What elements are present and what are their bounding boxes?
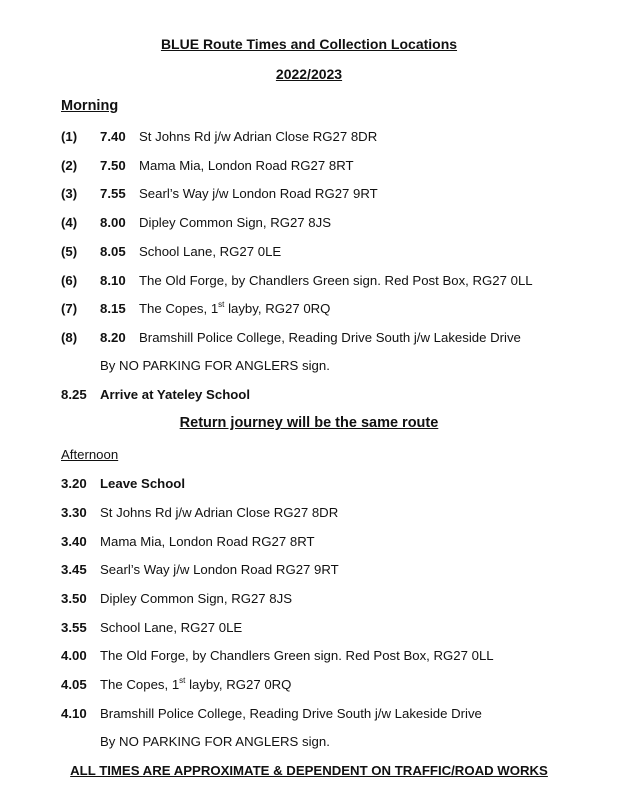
afternoon-heading: Afternoon [61, 447, 119, 462]
stop-location: Bramshill Police College, Reading Drive South j/w Lakeside Drive [100, 706, 482, 721]
stop-location: The Old Forge, by Chandlers Green sign. Red Post Box, RG27 0LL [139, 273, 533, 288]
stop-time: 7.40 [100, 129, 126, 144]
stop-location: Dipley Common Sign, RG27 8JS [139, 215, 332, 230]
stop-time: 8.15 [100, 301, 126, 316]
stop-number: (1) [61, 129, 78, 144]
leave-time: 3.20 [61, 476, 87, 491]
stop-location: The Copes, 1st layby, RG27 0RQ [100, 675, 292, 692]
stop-time: 3.55 [61, 620, 87, 635]
return-heading: Return journey will be the same route [179, 415, 439, 431]
stop-time: 3.45 [61, 562, 87, 577]
stop-location: School Lane, RG27 0LE [139, 244, 282, 259]
stop-location: The Old Forge, by Chandlers Green sign. Red Post Box, RG27 0LL [100, 648, 494, 663]
stop-location: St Johns Rd j/w Adrian Close RG27 8DR [139, 129, 378, 144]
stop-location: Mama Mia, London Road RG27 8RT [139, 158, 354, 173]
arrive-time: 8.25 [61, 387, 87, 402]
stop-time: 4.10 [61, 706, 87, 721]
stop-number: (8) [61, 330, 78, 345]
morning-heading: Morning [61, 98, 119, 114]
stop-location: Mama Mia, London Road RG27 8RT [100, 534, 315, 549]
leave-text: Leave School [100, 476, 186, 491]
stop-time: 7.50 [100, 158, 126, 173]
arrive-text: Arrive at Yateley School [100, 387, 251, 402]
stop-time: 8.05 [100, 244, 126, 259]
stop-time: 8.20 [100, 330, 126, 345]
morning-note: By NO PARKING FOR ANGLERS sign. [100, 358, 330, 373]
school-year: 2022/2023 [275, 66, 343, 82]
stop-time: 4.05 [61, 677, 87, 692]
stop-location: Dipley Common Sign, RG27 8JS [100, 591, 293, 606]
stop-time: 8.10 [100, 273, 126, 288]
document-title: BLUE Route Times and Collection Locations [160, 36, 458, 52]
stop-time: 3.50 [61, 591, 87, 606]
afternoon-note: By NO PARKING FOR ANGLERS sign. [100, 734, 330, 749]
stop-number: (2) [61, 158, 78, 173]
stop-location: The Copes, 1st layby, RG27 0RQ [139, 299, 331, 316]
stop-number: (4) [61, 215, 78, 230]
footer-disclaimer: ALL TIMES ARE APPROXIMATE & DEPENDENT ON TRAFFIC/ROAD WORKS [70, 763, 548, 778]
stop-time: 7.55 [100, 186, 126, 201]
stop-number: (5) [61, 244, 78, 259]
stop-number: (7) [61, 301, 78, 316]
stop-number: (3) [61, 186, 78, 201]
stop-location: School Lane, RG27 0LE [100, 620, 243, 635]
stop-time: 3.30 [61, 505, 87, 520]
stop-time: 8.00 [100, 215, 126, 230]
stop-location: Bramshill Police College, Reading Drive South j/w Lakeside Drive [139, 330, 521, 345]
stop-location: Searl’s Way j/w London Road RG27 9RT [139, 186, 378, 201]
stop-time: 3.40 [61, 534, 87, 549]
stop-location: St Johns Rd j/w Adrian Close RG27 8DR [100, 505, 339, 520]
stop-time: 4.00 [61, 648, 87, 663]
stop-location: Searl’s Way j/w London Road RG27 9RT [100, 562, 339, 577]
stop-number: (6) [61, 273, 78, 288]
